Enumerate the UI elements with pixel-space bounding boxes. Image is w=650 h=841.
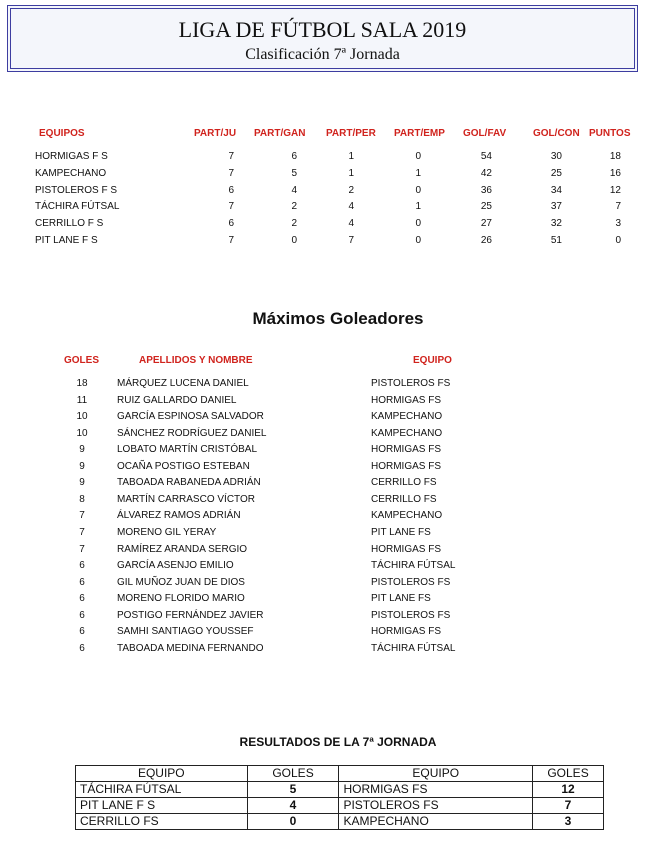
home-goals: 4 (247, 798, 339, 814)
scorer-row (0, 544, 650, 560)
scorer-team: PISTOLEROS FS (371, 378, 451, 389)
results-row (76, 798, 604, 814)
team-name: TÁCHIRA FÚTSAL (35, 201, 120, 213)
results-table (75, 765, 604, 830)
scorer-goals: 6 (79, 626, 85, 638)
scorer-name: TABOADA MEDINA FERNANDO (117, 642, 264, 654)
scorer-team: PISTOLEROS FS (371, 576, 451, 588)
stat-cell: 54 (480, 151, 492, 162)
scorer-goals: 6 (79, 560, 85, 572)
scorer-row (0, 378, 650, 394)
team-name: PISTOLEROS F S (35, 184, 118, 196)
scorer-goals: 9 (79, 460, 85, 472)
stat-cell: 1 (415, 167, 421, 179)
scorer-goals: 7 (79, 510, 85, 522)
results-col-header: GOLES (247, 766, 339, 782)
standings-col-header: PART/EMP (394, 128, 445, 139)
stat-cell: 12 (609, 184, 621, 196)
scorer-row (0, 577, 650, 593)
stat-cell: 25 (550, 167, 562, 179)
scorer-row (0, 411, 650, 427)
scorer-goals: 9 (79, 477, 85, 489)
stat-cell: 18 (609, 151, 621, 162)
scorer-name: SAMHI SANTIAGO YOUSSEF (117, 626, 254, 638)
scorer-team: TÁCHIRA FÚTSAL (371, 560, 456, 572)
scorers-col-header: EQUIPO (413, 355, 452, 366)
stat-cell: 1 (348, 167, 354, 179)
stat-cell: 7 (228, 167, 234, 179)
scorer-row (0, 461, 650, 477)
stat-cell: 7 (228, 201, 234, 213)
stat-cell: 0 (615, 235, 621, 246)
scorer-row (0, 494, 650, 510)
scorer-name: RAMÍREZ ARANDA SERGIO (117, 543, 248, 555)
stat-cell: 4 (348, 218, 354, 230)
team-name: KAMPECHANO (35, 167, 107, 179)
home-team: CERRILLO FS (76, 814, 248, 830)
stat-cell: 1 (348, 151, 354, 162)
stat-cell: 6 (228, 184, 234, 196)
results-title: RESULTADOS DE LA 7ª JORNADA (239, 735, 437, 749)
standings-row (0, 218, 650, 234)
home-goals: 0 (247, 814, 339, 830)
scorer-goals: 10 (76, 411, 88, 423)
scorer-team: HORMIGAS FS (371, 543, 442, 555)
stat-cell: 7 (228, 151, 234, 162)
scorer-goals: 11 (76, 394, 88, 406)
stat-cell: 51 (550, 235, 562, 246)
scorer-goals: 7 (79, 526, 85, 538)
stat-cell: 7 (615, 201, 621, 213)
scorer-goals: 8 (79, 493, 85, 505)
away-goals: 12 (533, 782, 604, 798)
home-goals: 5 (247, 782, 339, 798)
scorers-title: Máximos Goleadores (252, 309, 424, 328)
scorer-team: KAMPECHANO (371, 411, 443, 423)
stat-cell: 6 (228, 218, 234, 230)
scorer-goals: 10 (76, 427, 88, 439)
scorer-name: SÁNCHEZ RODRÍGUEZ DANIEL (117, 427, 267, 439)
away-goals: 7 (533, 798, 604, 814)
stat-cell: 1 (415, 201, 421, 213)
away-team: KAMPECHANO (339, 814, 533, 830)
home-team: PIT LANE F S (76, 798, 248, 814)
scorer-team: KAMPECHANO (371, 427, 443, 439)
scorer-name: ÁLVAREZ RAMOS ADRIÁN (117, 510, 241, 522)
stat-cell: 7 (348, 235, 354, 246)
scorer-row (0, 477, 650, 493)
scorer-team: TÁCHIRA FÚTSAL (371, 642, 456, 654)
away-goals: 3 (533, 814, 604, 830)
scorer-team: KAMPECHANO (371, 510, 443, 522)
standings-row (0, 185, 650, 201)
home-team: TÁCHIRA FÚTSAL (76, 782, 248, 798)
standings-row (0, 168, 650, 184)
scorer-goals: 6 (79, 642, 85, 654)
team-name: CERRILLO F S (35, 218, 104, 230)
scorer-row (0, 560, 650, 576)
scorer-name: MARTÍN CARRASCO VÍCTOR (117, 493, 255, 505)
stat-cell: 16 (609, 167, 621, 179)
standings-col-header: GOL/FAV (463, 128, 507, 139)
stat-cell: 36 (480, 184, 492, 196)
stat-cell: 0 (415, 218, 421, 230)
scorer-name: GARCÍA ASENJO EMILIO (117, 560, 234, 572)
scorer-name: POSTIGO FERNÁNDEZ JAVIER (117, 609, 264, 621)
standings-row (0, 151, 650, 167)
scorers-col-header: GOLES (64, 355, 100, 366)
scorer-name: GARCÍA ESPINOSA SALVADOR (117, 411, 264, 423)
scorer-team: HORMIGAS FS (371, 444, 442, 456)
team-name: PIT LANE F S (35, 235, 98, 246)
stat-cell: 42 (480, 167, 492, 179)
scorer-name: MORENO GIL YERAY (117, 526, 217, 538)
scorer-row (0, 610, 650, 626)
scorer-team: HORMIGAS FS (371, 394, 442, 406)
stat-cell: 0 (415, 184, 421, 196)
away-team: HORMIGAS FS (339, 782, 533, 798)
scorer-team: PISTOLEROS FS (371, 609, 451, 621)
scorer-row (0, 395, 650, 411)
stat-cell: 27 (480, 218, 492, 230)
stat-cell: 4 (348, 201, 354, 213)
standings-col-header: PART/JU (194, 128, 237, 139)
scorer-team: PIT LANE FS (371, 526, 431, 538)
standings-row (0, 201, 650, 217)
results-row (76, 814, 604, 830)
scorer-row (0, 527, 650, 543)
away-team: PISTOLEROS FS (339, 798, 533, 814)
scorer-name: OCAÑA POSTIGO ESTEBAN (117, 460, 250, 472)
scorer-goals: 7 (79, 543, 85, 555)
stat-cell: 26 (480, 235, 492, 246)
stat-cell: 0 (415, 151, 421, 162)
stat-cell: 2 (291, 218, 297, 230)
scorer-team: CERRILLO FS (371, 477, 437, 489)
scorer-team: HORMIGAS FS (371, 460, 442, 472)
scorer-row (0, 643, 650, 659)
scorer-row (0, 626, 650, 642)
stat-cell: 0 (291, 235, 297, 246)
scorer-name: MÁRQUEZ LUCENA DANIEL (117, 378, 249, 389)
scorer-row (0, 428, 650, 444)
scorer-goals: 9 (79, 444, 85, 456)
page-title: LIGA DE FÚTBOL SALA 2019 (178, 17, 467, 42)
stat-cell: 7 (228, 235, 234, 246)
results-col-header: EQUIPO (76, 766, 248, 782)
scorer-name: TABOADA RABANEDA ADRIÁN (117, 477, 261, 489)
standings-col-header: GOL/CON (533, 128, 580, 139)
scorer-name: LOBATO MARTÍN CRISTÓBAL (117, 444, 258, 456)
scorer-row (0, 510, 650, 526)
team-name: HORMIGAS F S (35, 151, 108, 162)
stat-cell: 30 (550, 151, 562, 162)
scorer-goals: 18 (76, 378, 88, 389)
scorer-row (0, 593, 650, 609)
stat-cell: 6 (291, 151, 297, 162)
standings-col-header: PART/PER (326, 128, 376, 139)
stat-cell: 25 (480, 201, 492, 213)
results-col-header: GOLES (533, 766, 604, 782)
scorer-team: PIT LANE FS (371, 593, 431, 605)
scorer-name: MORENO FLORIDO MARIO (117, 593, 245, 605)
standings-col-header: PART/GAN (254, 128, 306, 139)
scorer-row (0, 444, 650, 460)
stat-cell: 0 (415, 235, 421, 246)
results-header-row (76, 766, 604, 782)
scorer-team: CERRILLO FS (371, 493, 437, 505)
standings-row (0, 235, 650, 251)
standings-col-header: PUNTOS (589, 128, 631, 139)
results-row (76, 782, 604, 798)
stat-cell: 32 (550, 218, 562, 230)
scorer-name: GIL MUÑOZ JUAN DE DIOS (117, 576, 245, 588)
stat-cell: 3 (615, 218, 621, 230)
scorer-goals: 6 (79, 576, 85, 588)
stat-cell: 4 (291, 184, 297, 196)
header-banner (7, 5, 638, 72)
scorer-team: HORMIGAS FS (371, 626, 442, 638)
standings-col-header: EQUIPOS (39, 128, 85, 139)
scorer-name: RUIZ GALLARDO DANIEL (117, 394, 237, 406)
stat-cell: 37 (550, 201, 562, 213)
stat-cell: 34 (550, 184, 562, 196)
page-subtitle: Clasificación 7ª Jornada (245, 46, 400, 63)
scorer-goals: 6 (79, 593, 85, 605)
stat-cell: 2 (348, 184, 354, 196)
results-col-header: EQUIPO (339, 766, 533, 782)
stat-cell: 2 (291, 201, 297, 213)
scorer-goals: 6 (79, 609, 85, 621)
stat-cell: 5 (291, 167, 297, 179)
scorers-col-header: APELLIDOS Y NOMBRE (139, 355, 253, 366)
